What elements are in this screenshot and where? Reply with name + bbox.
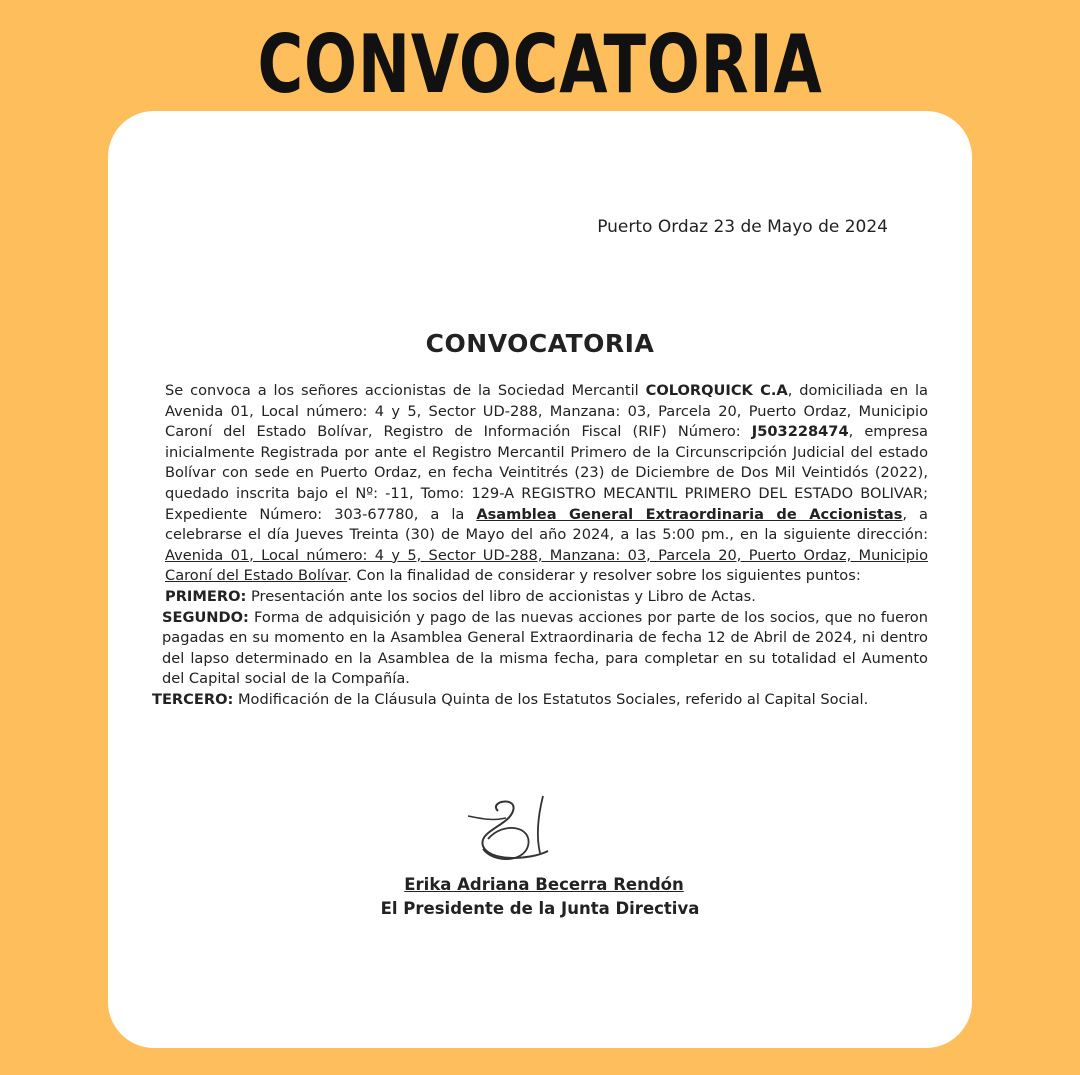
intro-text-1: Se convoca a los señores accionistas de la Sociedad Mercantil bbox=[165, 382, 646, 399]
signer-name: Erika Adriana Becerra Rendón bbox=[404, 875, 684, 894]
point-segundo bbox=[158, 608, 928, 690]
document-card bbox=[108, 111, 972, 1048]
intro-text-5: . Con la finalidad de considerar y resolver sobre los siguientes puntos: bbox=[347, 567, 861, 585]
document-scan bbox=[108, 111, 972, 1048]
assembly-name: Asamblea General Extraordinaria de Accionistas bbox=[476, 505, 903, 523]
banner-title: CONVOCATORIA bbox=[257, 18, 823, 111]
document-date: Puerto Ordaz 23 de Mayo de 2024 bbox=[597, 217, 888, 237]
company-name: COLORQUICK C.A bbox=[645, 382, 788, 399]
document-title: CONVOCATORIA bbox=[425, 329, 655, 358]
point-primero bbox=[158, 587, 928, 608]
intro-text-2: , domiciliada en la Avenida 01, Local número: 4 y 5, Sector UD-288, Manzana: 03, Parcela 20, Puerto Ordaz, Municipio Caroní del Estado Bolívar, Registro de Información Fiscal (RIF) Número: bbox=[165, 382, 928, 441]
intro-paragraph bbox=[158, 381, 928, 587]
point-label: PRIMERO: bbox=[165, 587, 247, 605]
point-text: Modificación de la Cláusula Quinta de los Estatutos Sociales, referido al Capital Social. bbox=[233, 690, 869, 708]
intro-text-4: , a celebrarse el día Jueves Treinta (30) de Mayo del año 2024, a las 5:00 pm., en la siguiente dirección: bbox=[165, 505, 928, 544]
meeting-address: Avenida 01, Local número: 4 y 5, Sector UD-288, Manzana: 03, Parcela 20, Puerto Ordaz, Municipio Caroní del Estado Bolívar bbox=[165, 546, 928, 585]
point-tercero bbox=[152, 690, 928, 711]
document-body bbox=[152, 381, 928, 711]
signer-role: El Presidente de la Junta Directiva bbox=[380, 899, 700, 918]
point-text: Presentación ante los socios del libro de accionistas y Libro de Actas. bbox=[246, 587, 756, 605]
point-label: TERCERO: bbox=[152, 690, 234, 708]
intro-text-3: , empresa inicialmente Registrada por ante el Registro Mercantil Primero de la Circunscripción Judicial del estado Bolívar con sede en Puerto Ordaz, en fecha Veintitrés (23) de Diciembre de Dos Mil Veintidós (2022), quedado inscrita bajo el Nº: -11, Tomo: 129-A REGISTRO MECANTIL PRIMERO DEL ESTADO BOLIVAR; Expediente Número: 303-67780, a la bbox=[165, 423, 928, 523]
rif-number: J503228474 bbox=[751, 423, 849, 441]
point-label: SEGUNDO: bbox=[162, 608, 249, 626]
point-text: Forma de adquisición y pago de las nuevas acciones por parte de los socios, que no fueron pagadas en su momento en la Asamblea General Extraordinaria de fecha 12 de Abril de 2024, ni dentro del lapso determinado en la Asamblea de la misma fecha, para completar en su totalidad el Aumento del Capital social de la Compañía. bbox=[162, 608, 928, 688]
handwritten-signature bbox=[458, 791, 558, 871]
